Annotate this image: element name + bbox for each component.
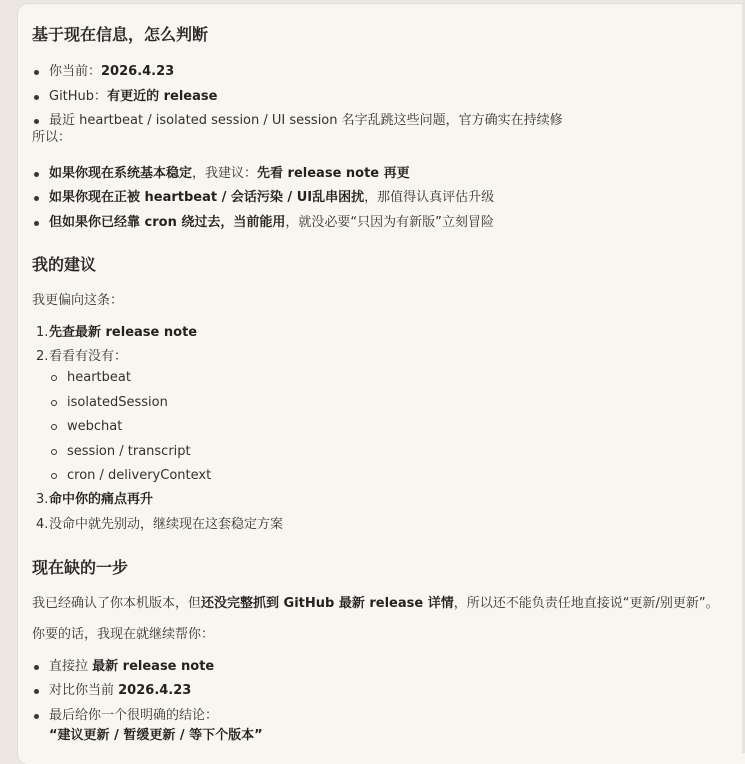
- circle-bullet-icon: [51, 375, 57, 381]
- bullet-icon: [34, 665, 39, 670]
- conclusion-options: “建议更新 / 暂缓更新 / 等下个版本”: [49, 728, 263, 743]
- bullet-icon: [34, 689, 39, 694]
- section-title-judgement: 基于现在信息，怎么判断: [32, 25, 209, 44]
- bullet-icon: [34, 119, 39, 124]
- circle-bullet-icon: [51, 400, 57, 406]
- so-label: 所以：: [32, 130, 72, 145]
- circle-bullet-icon: [51, 424, 57, 430]
- message-card: 基于现在信息，怎么判断 你当前：2026.4.23 GitHub：有更近的 release 最近 heartbeat / isolated session / UI session 名字乱跳这些问题，官方确实在持续修 所以： 如果你现在系统基本稳定，我建议：先看 release note 再更 如果你现在正被 heartbeat / 会话污染 / UI乱串困扰，那值得认真评估升级 但如果你已经靠 cron 绕过去，当前能用，就没必要“只因为有新版”立刻冒险 我的建议 我更偏向这条： 1. 先查最新 release note 2. 看看有没有： heartbeat isolatedSession webchat session / transcript cron / deliveryContext 3. 命中你的痛点再升 4. 没命中就先别动，继续现在这套稳定方案 现在缺的一步 我已经确认了你本机版本，但还没完整抓到 GitHub 最新 release 详情，所以还不能负责任地直接说“更新/别更新”。 你要的话，我现在就继续帮你： 直接拉 最新 release note 对比你当前 2026.4.23 最后给你一个很明确的结论： “建议更新 / 暂缓更新 / 等下个版本”: [18, 4, 745, 764]
- advice-intro: 我更偏向这条：: [32, 293, 124, 308]
- circle-bullet-icon: [51, 473, 57, 479]
- bullet-icon: [34, 172, 39, 177]
- circle-bullet-icon: [51, 449, 57, 455]
- offer-paragraph: 你要的话，我现在就继续帮你：: [32, 627, 215, 642]
- bullet-icon: [34, 221, 39, 226]
- status-paragraph: 我已经确认了你本机版本，但还没完整抓到 GitHub 最新 release 详情，所以还不能负责任地直接说“更新/别更新”。: [32, 596, 719, 611]
- bullet-icon: [34, 70, 39, 75]
- bullet-icon: [34, 714, 39, 719]
- section-title-advice: 我的建议: [32, 255, 97, 274]
- bullet-icon: [34, 95, 39, 100]
- bullet-icon: [34, 196, 39, 201]
- section-title-missing-step: 现在缺的一步: [32, 558, 129, 577]
